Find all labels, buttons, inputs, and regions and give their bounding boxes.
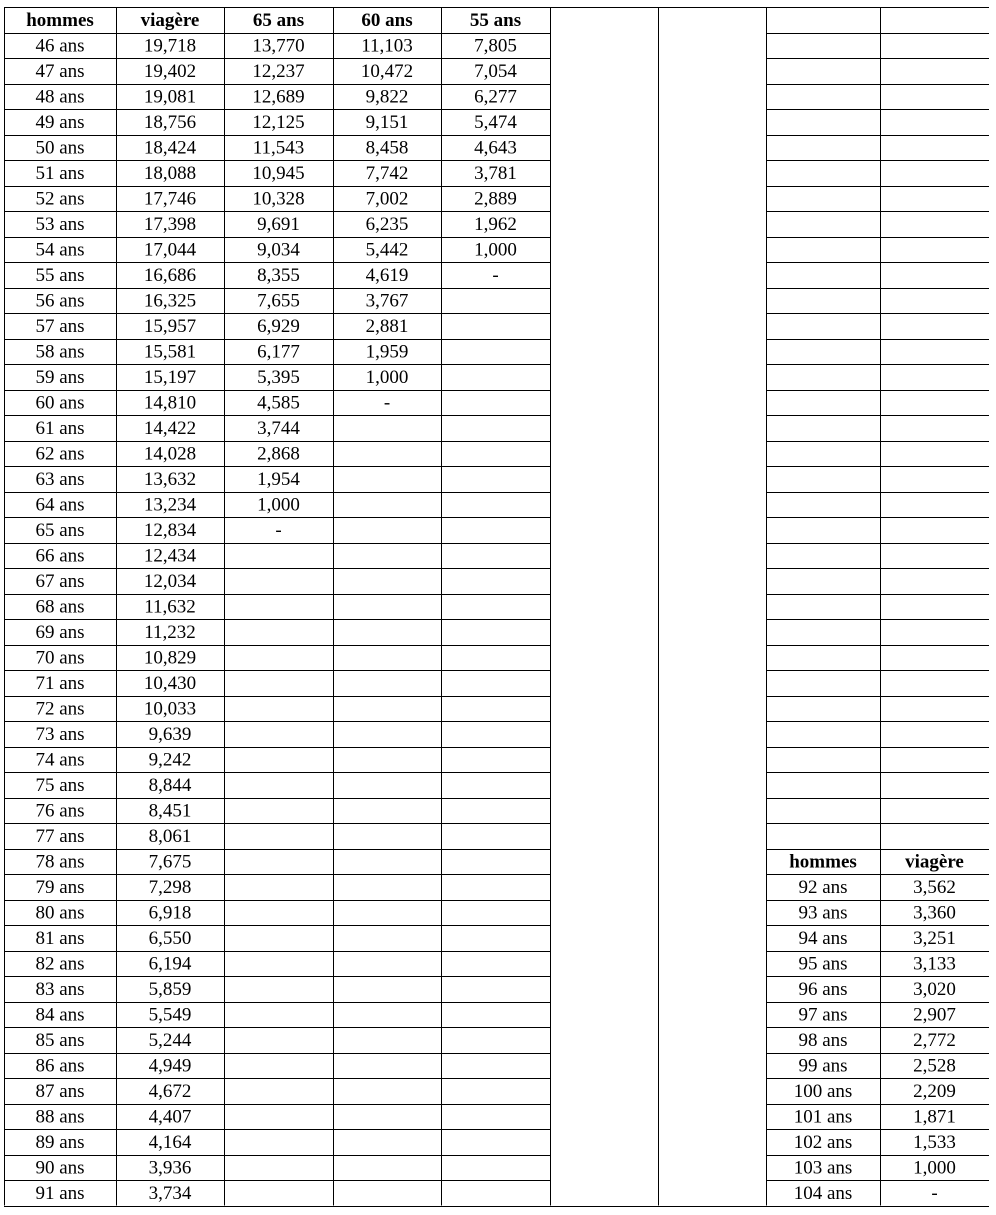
column-header: 65 ans	[252, 10, 305, 31]
table-cell: 57 ans	[35, 316, 85, 337]
table-cell: 18,424	[143, 137, 197, 159]
table-cell: 55 ans	[35, 265, 85, 286]
table-cell: 60 ans	[35, 392, 85, 414]
table-cell: 71 ans	[35, 673, 85, 694]
table-cell: 4,949	[148, 1055, 192, 1077]
column-header: 60 ans	[361, 10, 413, 31]
table-cell: 7,054	[474, 61, 517, 82]
table-cell: 7,675	[148, 851, 192, 873]
table-cell: 98 ans	[798, 1030, 848, 1051]
table-grid	[4, 7, 989, 1207]
table-cell: 3,767	[365, 290, 409, 312]
table-cell: 53 ans	[35, 214, 85, 235]
table-cell: 4,619	[365, 265, 409, 286]
table-cell: 13,234	[143, 494, 197, 516]
table-cell: 4,164	[148, 1132, 192, 1153]
table-cell: 78 ans	[35, 851, 85, 873]
table-cell: 79 ans	[35, 877, 85, 898]
table-cell: 10,472	[360, 61, 414, 82]
table-cell: 52 ans	[35, 188, 85, 210]
table-cell: 18,088	[143, 163, 197, 184]
table-cell: 6,277	[474, 86, 517, 108]
table-cell: 96 ans	[798, 979, 848, 1000]
table-cell: 3,020	[913, 979, 956, 1000]
table-cell: 5,474	[474, 112, 517, 133]
table-cell: 8,355	[257, 265, 300, 286]
table-cell: 2,528	[913, 1055, 956, 1077]
table-cell: 92 ans	[798, 877, 848, 898]
table-cell: 56 ans	[35, 290, 85, 312]
table-cell: 8,061	[148, 826, 192, 847]
table-cell: 3,734	[148, 1183, 192, 1204]
table-cell: 9,822	[365, 86, 409, 108]
table-cell: 2,209	[913, 1081, 956, 1102]
table-cell: 16,325	[143, 290, 197, 312]
table-cell: 48 ans	[35, 86, 85, 108]
table-cell: 17,746	[143, 188, 197, 210]
table-cell: 10,829	[143, 647, 197, 669]
table-cell: 68 ans	[35, 596, 85, 618]
table-cell: 17,398	[143, 214, 197, 235]
table-cell: 1,871	[913, 1106, 956, 1128]
table-cell: 18,756	[143, 112, 197, 133]
table-cell: 75 ans	[35, 775, 85, 796]
table-cell: 8,844	[148, 775, 192, 796]
table-cell: 58 ans	[35, 341, 85, 363]
table-cell: 6,550	[148, 928, 192, 949]
table-cell: 13,770	[252, 35, 305, 57]
table-cell: 90 ans	[35, 1157, 85, 1179]
table-cell: 10,430	[143, 673, 197, 694]
table-cell: 49 ans	[35, 112, 85, 133]
table-cell: 103 ans	[793, 1157, 853, 1179]
column-header: hommes	[26, 10, 94, 31]
annuity-table-sheet	[4, 7, 989, 1207]
table-cell: 70 ans	[35, 647, 85, 669]
table-cell: 62 ans	[35, 443, 85, 465]
column-header: viagère	[140, 10, 200, 31]
table-cell: 6,177	[257, 341, 300, 363]
table-cell: 82 ans	[35, 953, 85, 975]
table-cell: 1,000	[474, 239, 517, 261]
table-cell: 69 ans	[35, 622, 85, 643]
table-cell: 72 ans	[35, 698, 85, 720]
table-cell: 64 ans	[35, 494, 85, 516]
table-cell: 3,251	[913, 928, 956, 949]
table-cell: 5,395	[257, 367, 300, 388]
table-cell: 17,044	[143, 239, 197, 261]
table-cell: 1,959	[365, 341, 409, 363]
table-cell: 9,151	[365, 112, 409, 133]
column-header: hommes	[789, 851, 857, 873]
table-cell: 7,805	[474, 35, 517, 57]
table-cell: 3,936	[148, 1157, 192, 1179]
table-cell: 19,081	[143, 86, 197, 108]
table-cell: 84 ans	[35, 1004, 85, 1026]
table-cell: 1,533	[913, 1132, 956, 1153]
table-cell: 16,686	[143, 265, 197, 286]
table-cell: 13,632	[143, 469, 197, 490]
table-cell: 12,434	[143, 545, 197, 567]
table-cell: 14,422	[143, 418, 197, 439]
table-cell: 80 ans	[35, 902, 85, 924]
table-cell: 61 ans	[35, 418, 85, 439]
table-cell: 2,772	[913, 1030, 956, 1051]
table-cell: 7,655	[257, 290, 300, 312]
table-cell: -	[275, 520, 282, 541]
table-cell: 86 ans	[35, 1055, 85, 1077]
table-cell: 11,103	[361, 35, 413, 57]
table-cell: 9,242	[148, 749, 192, 771]
table-cell: 2,907	[913, 1004, 956, 1026]
table-cell: 12,034	[143, 571, 197, 592]
table-cell: -	[492, 265, 499, 286]
table-cell: 2,868	[257, 443, 300, 465]
table-cell: 1,954	[257, 469, 300, 490]
table-cell: 14,810	[143, 392, 197, 414]
table-cell: 10,945	[252, 163, 305, 184]
table-cell: 54 ans	[35, 239, 85, 261]
table-cell: 76 ans	[35, 800, 85, 822]
table-cell: 7,002	[365, 188, 409, 210]
table-cell: 1,000	[257, 494, 300, 516]
table-cell: 65 ans	[35, 520, 85, 541]
table-cell: 101 ans	[793, 1106, 853, 1128]
table-cell: 102 ans	[793, 1132, 853, 1153]
table-cell: 4,672	[148, 1081, 192, 1102]
table-cell: 5,549	[148, 1004, 192, 1026]
table-cell: 104 ans	[793, 1183, 853, 1204]
table-cell: 4,407	[148, 1106, 192, 1128]
table-cell: 10,328	[252, 188, 305, 210]
table-cell: 3,133	[913, 953, 956, 975]
table-cell: 81 ans	[35, 928, 85, 949]
table-cell: 15,197	[143, 367, 197, 388]
table-cell: 8,458	[365, 137, 409, 159]
table-cell: 83 ans	[35, 979, 85, 1000]
column-header: viagère	[905, 851, 964, 873]
table-cell: 67 ans	[35, 571, 85, 592]
table-cell: 93 ans	[798, 902, 848, 924]
table-cell: 12,689	[252, 86, 305, 108]
table-cell: 95 ans	[798, 953, 848, 975]
table-cell: 19,718	[143, 35, 197, 57]
table-cell: 5,442	[365, 239, 409, 261]
table-cell: 12,237	[252, 61, 305, 82]
table-cell: 94 ans	[798, 928, 848, 949]
table-cell: 7,298	[148, 877, 192, 898]
table-cell: -	[931, 1183, 938, 1204]
table-cell: 4,643	[474, 137, 517, 159]
table-cell: 4,585	[257, 392, 300, 414]
table-cell: 6,918	[148, 902, 192, 924]
table-cell: 3,744	[257, 418, 300, 439]
table-cell: 46 ans	[35, 35, 85, 57]
table-cell: 5,859	[148, 979, 192, 1000]
table-cell: 1,962	[474, 214, 517, 235]
table-cell: 85 ans	[35, 1030, 85, 1051]
table-cell: 97 ans	[798, 1004, 848, 1026]
table-cell: 6,194	[148, 953, 192, 975]
table-cell: 5,244	[148, 1030, 192, 1051]
table-cell: 51 ans	[35, 163, 85, 184]
table-cell: 3,781	[474, 163, 517, 184]
table-cell: 73 ans	[35, 724, 85, 745]
table-cell: -	[383, 392, 391, 414]
table-cell: 15,581	[143, 341, 197, 363]
table-cell: 11,543	[252, 137, 305, 159]
table-cell: 12,834	[143, 520, 197, 541]
table-cell: 47 ans	[35, 61, 85, 82]
table-cell: 2,881	[365, 316, 409, 337]
table-cell: 89 ans	[35, 1132, 85, 1153]
table-cell: 2,889	[474, 188, 517, 210]
table-cell: 3,360	[913, 902, 956, 924]
table-cell: 3,562	[913, 877, 956, 898]
table-cell: 11,232	[144, 622, 196, 643]
table-cell: 10,033	[143, 698, 197, 720]
table-cell: 19,402	[143, 61, 197, 82]
table-cell: 1,000	[365, 367, 409, 388]
table-cell: 15,957	[143, 316, 197, 337]
column-header: 55 ans	[469, 10, 522, 31]
table-cell: 7,742	[365, 163, 409, 184]
table-cell: 99 ans	[798, 1055, 848, 1077]
table-cell: 50 ans	[35, 137, 85, 159]
table-cell: 77 ans	[35, 826, 85, 847]
table-cell: 63 ans	[35, 469, 85, 490]
table-cell: 100 ans	[793, 1081, 853, 1102]
table-cell: 74 ans	[35, 749, 85, 771]
table-cell: 6,929	[257, 316, 300, 337]
table-cell: 9,639	[148, 724, 192, 745]
table-cell: 88 ans	[35, 1106, 85, 1128]
table-cell: 12,125	[252, 112, 305, 133]
table-cell: 87 ans	[35, 1081, 85, 1102]
table-cell: 91 ans	[35, 1183, 85, 1204]
table-cell: 9,691	[257, 214, 300, 235]
table-cell: 9,034	[257, 239, 300, 261]
table-cell: 66 ans	[35, 545, 85, 567]
table-cell: 11,632	[144, 596, 196, 618]
table-cell: 8,451	[148, 800, 192, 822]
table-cell: 14,028	[143, 443, 197, 465]
table-cell: 6,235	[365, 214, 409, 235]
table-cell: 59 ans	[35, 367, 85, 388]
table-cell: 1,000	[913, 1157, 956, 1179]
